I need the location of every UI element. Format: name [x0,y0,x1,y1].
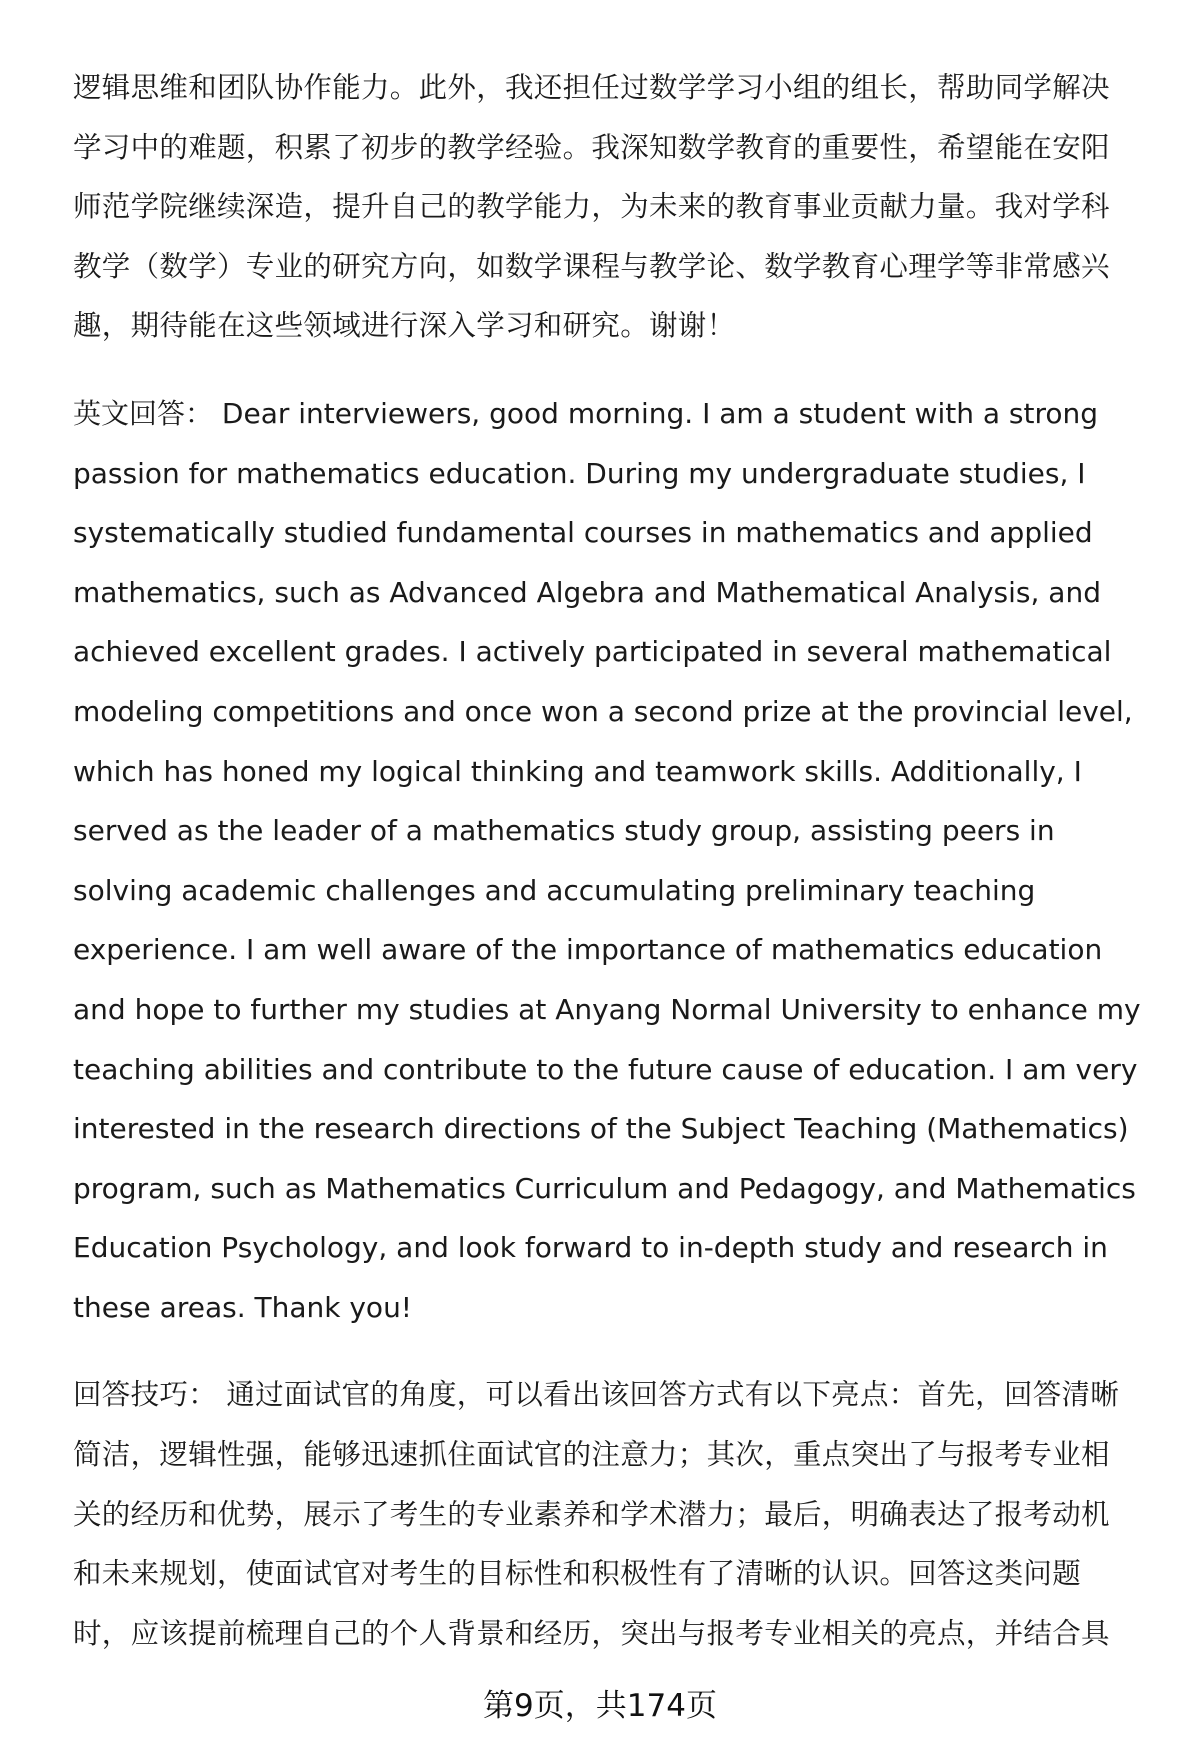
text-line: 简洁，逻辑性强，能够迅速抓住面试官的注意力；其次，重点突出了与报考专业相 [73,1438,1110,1472]
text-line: experience. I am well aware of the importance of mathematics education [73,933,1103,967]
paragraph [73,384,1163,1338]
text-line: achieved excellent grades. I actively participated in several mathematical [73,635,1112,669]
text-line: 趣，期待能在这些领域进行深入学习和研究。谢谢！ [73,309,736,343]
text-line: passion for mathematics education. During my undergraduate studies, I [73,456,1086,490]
text-line: served as the leader of a mathematics study group, assisting peers in [73,814,1055,848]
text-line: and hope to further my studies at Anyang Normal University to enhance my [73,992,1141,1026]
page-number-footer: 第9页，共174页 [483,1688,717,1724]
text-line: program, such as Mathematics Curriculum and Pedagogy, and Mathematics [73,1171,1136,1205]
text-line: 逻辑思维和团队协作能力。此外，我还担任过数学学习小组的组长，帮助同学解决 [73,71,1110,104]
text-line: Education Psychology, and look forward to in-depth study and research in [73,1231,1108,1265]
text-line: 时，应该提前梳理自己的个人背景和经历，突出与报考专业相关的亮点，并结合具 [73,1616,1110,1650]
text-line: mathematics, such as Advanced Algebra and Mathematical Analysis, and [73,575,1101,609]
paragraph [73,1365,1163,1663]
text-line: systematically studied fundamental courses in mathematics and applied [73,516,1093,550]
document-body [73,58,1163,1691]
text-line: 和未来规划，使面试官对考生的目标性和积极性有了清晰的认识。回答这类问题 [73,1557,1082,1591]
text-line: 英文回答： Dear interviewers, good morning. I am a student with a strong [73,396,1099,430]
text-line: teaching abilities and contribute to the future cause of education. I am very [73,1052,1138,1086]
text-line: 师范学院继续深造，提升自己的教学能力，为未来的教育事业贡献力量。我对学科 [73,190,1110,224]
text-line: 教学（数学）专业的研究方向，如数学课程与教学论、数学教育心理学等非常感兴 [73,249,1110,283]
text-line: modeling competitions and once won a second prize at the provincial level, [73,694,1133,728]
text-line: interested in the research directions of the Subject Teaching (Mathematics) [73,1112,1129,1146]
text-line: 关的经历和优势，展示了考生的专业素养和学术潜力；最后，明确表达了报考动机 [73,1497,1110,1531]
text-line: 回答技巧： 通过面试官的角度，可以看出该回答方式有以下亮点：首先，回答清晰 [73,1378,1120,1412]
text-line: which has honed my logical thinking and teamwork skills. Additionally, I [73,754,1082,788]
text-line: solving academic challenges and accumulating preliminary teaching [73,873,1036,907]
text-line: these areas. Thank you! [73,1290,413,1324]
text-line: 学习中的难题，积累了初步的教学经验。我深知数学教育的重要性，希望能在安阳 [73,130,1110,164]
paragraph [73,58,1163,356]
